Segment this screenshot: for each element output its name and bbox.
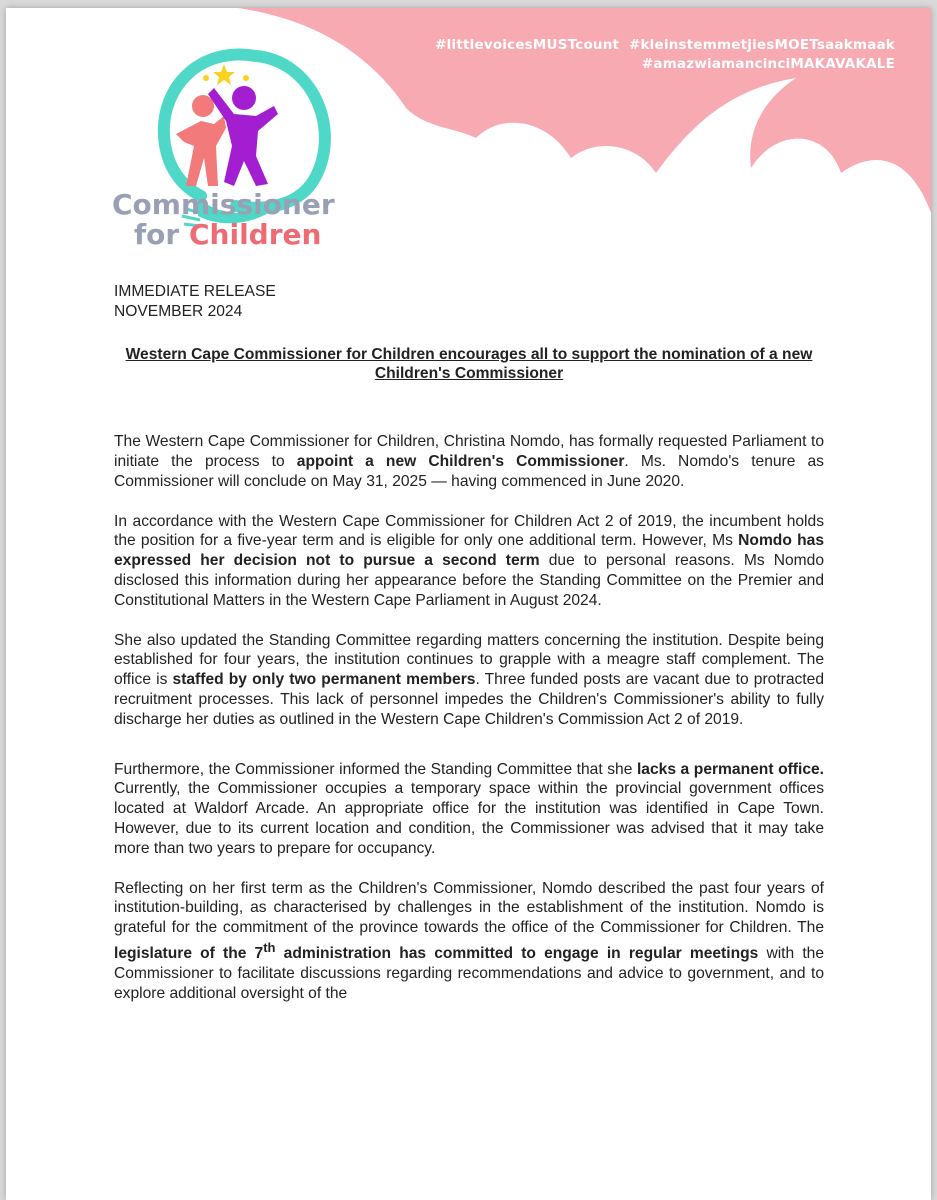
paragraph [114, 760, 824, 859]
hashtag-line: #littlevoicesMUSTcount #kleinstemmetjiesMOETsaakmaak [435, 37, 895, 53]
logo-line-2 [112, 220, 335, 250]
text-run: Furthermore, the Commissioner informed the Standing Committee that she [114, 760, 637, 778]
bold-text-run: th [263, 939, 276, 955]
release-date: NOVEMBER 2024 [114, 302, 243, 320]
press-release-body [114, 282, 824, 1024]
bold-text-run: appoint a new Children's Commissioner [296, 452, 625, 470]
paragraph [114, 512, 824, 611]
bold-text-run: staffed by only two permanent members [172, 671, 476, 689]
logo-wordmark [112, 190, 335, 250]
text-run: Currently, the Commissioner occupies a temporary space within the provincial government offices located at Waldorf Arcade. An appropriate office for the institution was identified in Cape Town. However, due to its current location and condition, the Commissioner was advised that it may take more than two years to prepare for occupancy. [114, 780, 824, 857]
text-run: due to personal reasons. Ms Nomdo disclosed this information during her appearance before the Standing Committee on the Premier and Constitutional Matters in the Western Cape Parliament in August 2024. [114, 552, 824, 609]
bold-text-run: Nomdo has expressed her decision not to pursue a second term [114, 532, 824, 570]
text-run: . Ms. Nomdo's tenure as Commissioner will conclude on May 31, 2025 — having commenced in June 2020. [114, 452, 824, 490]
release-info [114, 282, 824, 322]
paragraph [114, 879, 824, 1004]
paragraph [114, 631, 824, 730]
release-type: IMMEDIATE RELEASE [114, 283, 276, 300]
logo-line-2-prefix: for [134, 218, 189, 251]
release-title: Western Cape Commissioner for Children encourages all to support the nomination of a new Children's Commissioner [125, 345, 813, 383]
star-icon [213, 64, 235, 85]
logo-line-1: Commissioner [112, 188, 335, 221]
text-run: The Western Cape Commissioner for Children, Christina Nomdo, has formally requested Parliament to initiate the process to [114, 433, 824, 470]
text-run: . Three funded posts are vacant due to protracted recruitment processes. This lack of personnel impedes the Children's Commissioner's ability to fully discharge her duties as outlined in the Western Cape Children's Commission Act 2 of 2019. [114, 671, 824, 728]
text-run: She also updated the Standing Committee regarding matters concerning the institution. Despite being established for four years, the institution continues to grapple with a meagre staff complement. The office is [114, 631, 824, 689]
child-figure-coral [192, 95, 214, 117]
hashtag-line: #amazwiamancinciMAKAVAKALE [641, 56, 895, 72]
text-run: Reflecting on her first term as the Children's Commissioner, Nomdo described the past four years of institution-building, as characterised by challenges in the establishment of the institution. Nomdo is grateful for the commitment of the province towards the office of the Commissioner for Children. The [114, 879, 824, 937]
text-run: with the Commissioner to facilitate discussions regarding recommendations and advice to government, and to explore additional oversight of the [114, 945, 824, 1002]
paragraph [114, 432, 824, 491]
hashtags [435, 36, 895, 74]
document-page [6, 8, 931, 1200]
logo-line-2-accent: Children [188, 218, 322, 251]
bold-text-run: administration has committed to engage in regular meetings [275, 945, 759, 963]
child-figure-purple [232, 86, 256, 110]
bold-text-run: lacks a permanent office. [636, 760, 824, 778]
text-run: In accordance with the Western Cape Commissioner for Children Act 2 of 2019, the incumbent holds the position for a five-year term and is eligible for only one additional term. However, Ms [114, 512, 824, 550]
bold-text-run: legislature of the 7 [114, 945, 264, 963]
